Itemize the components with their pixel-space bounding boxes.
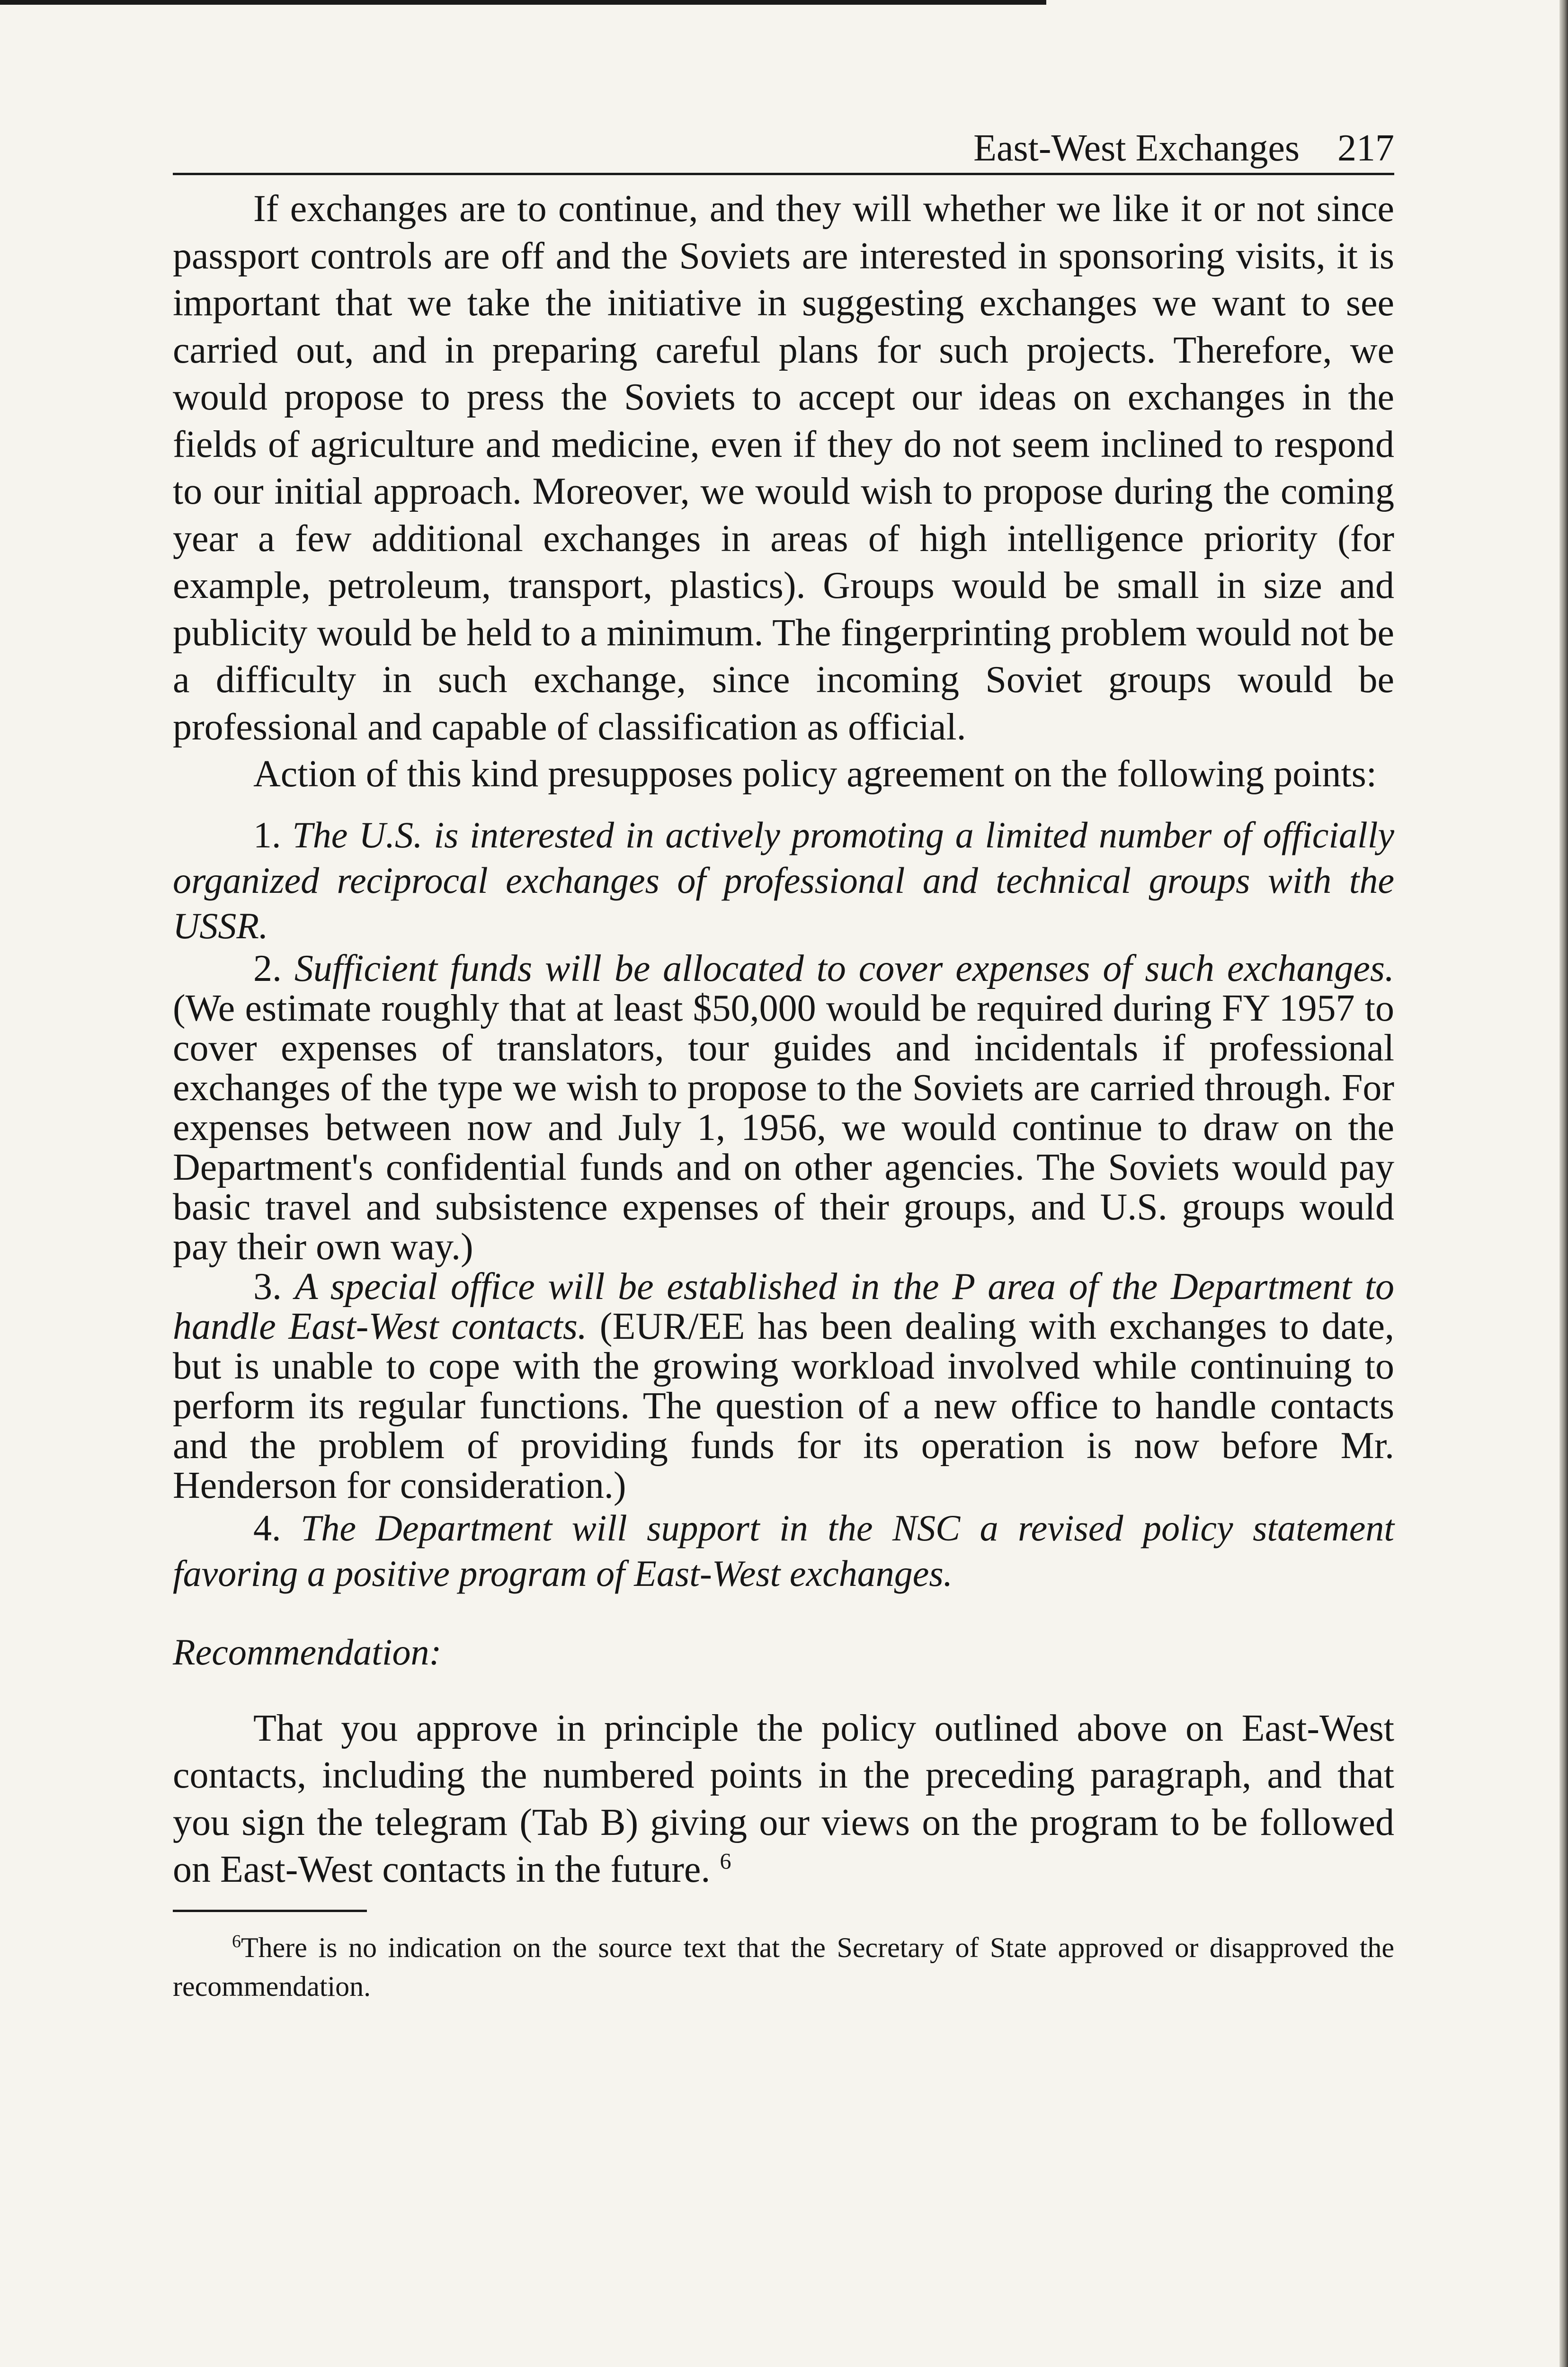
recommendation-paragraph [173,1705,1394,1894]
policy-point-2 [173,949,1394,1267]
body-paragraph-1: If exchanges are to continue, and they will whether we like it or not since passport controls are off and the Soviets are interested in sponsoring visits, it is important that we take the initiative in suggesting exchanges we want to see carried out, and in preparing careful plans for such projects. Therefore, we would propose to press the Soviets to accept our ideas on exchanges in the fields of agriculture and medicine, even if they do not seem inclined to respond to our initial approach. Moreover, we would wish to propose during the coming year a few additional exchanges in areas of high intelligence priority (for example, petroleum, transport, plastics). Groups would be small in size and publicity would be held to a minimum. The fingerprinting problem would not be a difficulty in such exchange, since incoming Soviet groups would be professional and capable of classification as official. [173,188,1394,748]
running-head-title: East-West Exchanges [973,127,1300,169]
point-statement: Sufficient funds will be allocated to cover expenses of such exchanges. [294,947,1394,989]
point-number: 3. [253,1265,282,1308]
page-number: 217 [1337,127,1394,169]
recommendation-heading: Recommendation: [173,1631,442,1673]
footnote-separator [173,1910,367,1912]
policy-point-1 [173,812,1394,949]
point-number: 1. [253,814,281,855]
policy-point-3 [173,1267,1394,1505]
policy-point-4 [173,1505,1394,1596]
top-edge-rule [0,0,1046,5]
point-statement: The U.S. is interested in actively promoting a limited number of officially organized reciprocal exchanges of professional and technical groups with the USSR. [173,814,1394,946]
point-detail: (EUR/EE has been dealing with exchanges to date, but is unable to cope with the growing workload involved while continuing to perform its regular functions. The question of a new office to handle contacts and the problem of providing funds for its operation is now before Mr. Henderson for consideration.) [173,1305,1395,1506]
point-number: 4. [253,1507,281,1548]
footnote [173,1928,1394,2006]
point-number: 2. [253,947,282,989]
page-edge-shadow [1559,0,1568,2367]
footnote-text: There is no indication on the source text that the Secretary of State approved or disapproved the recommendation. [173,1931,1394,2002]
point-statement: The Department will support in the NSC a revised policy statement favoring a positive program of East-West exchanges. [173,1507,1395,1594]
footnote-mark: 6 [232,1931,241,1951]
body-paragraph-2: Action of this kind presupposes policy agreement on the following points: [253,753,1377,795]
running-head [173,125,1394,175]
point-detail: (We estimate roughly that at least $50,000 would be required during FY 1957 to cover expenses of translators, tour guides and incidentals if professional exchanges of the type we wish to propose to the Soviets are carried through. For expenses between now and July 1, 1956, we would continue to draw on the Department's confidential funds and on other agencies. The Soviets would pay basic travel and subsistence expenses of their groups, and U.S. groups would pay their own way.) [173,987,1394,1268]
document-page [173,125,1394,2006]
point-statement: A special office will be established in the P area of the Department to handle East-West contacts. [173,1265,1394,1347]
footnote-reference: 6 [720,1849,731,1874]
recommendation-text: That you approve in principle the policy outlined above on East-West contacts, including the numbered points in the preceding paragraph, and that you sign the telegram (Tab B) giving our views on the program to be followed on East-West contacts in the future. [173,1707,1394,1890]
